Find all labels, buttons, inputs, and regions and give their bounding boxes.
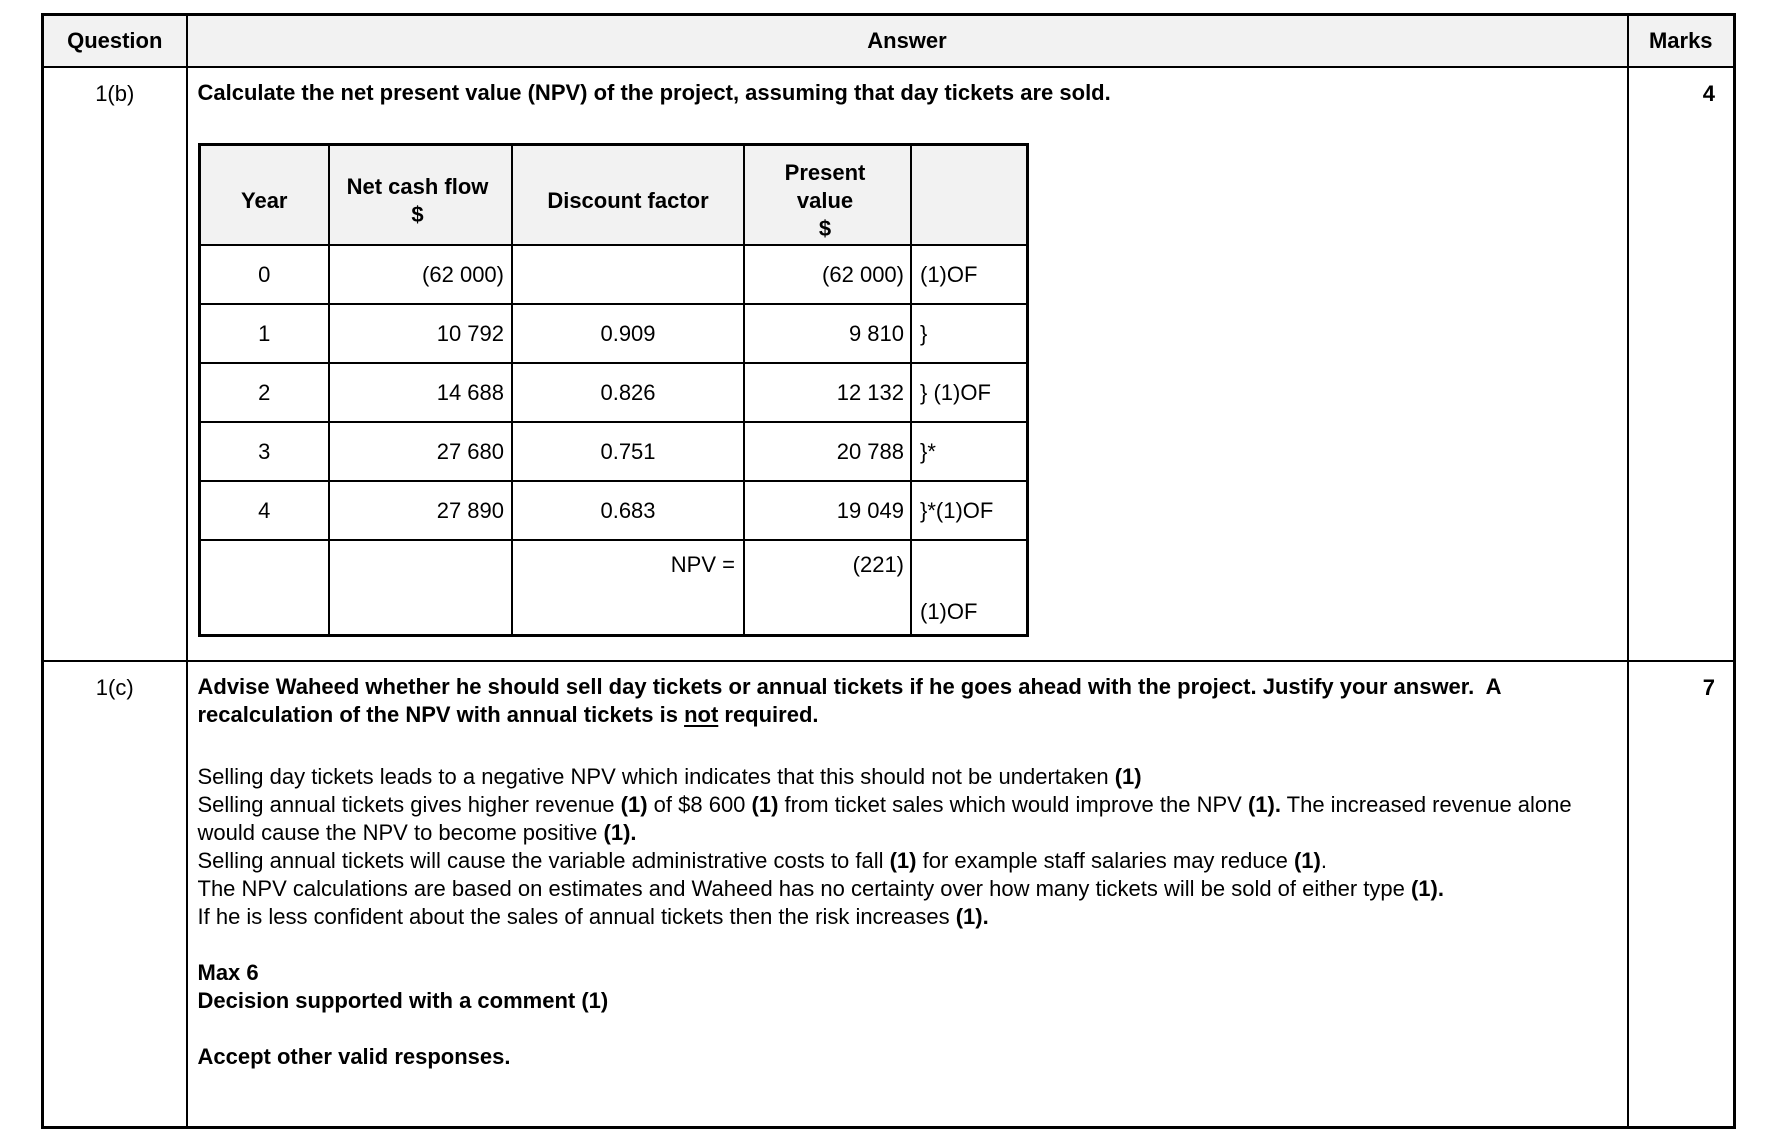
- npv-cell: }*(1)OF: [911, 481, 1027, 540]
- npv-header-discount-factor: Discount factor: [512, 145, 744, 246]
- npv-cell: 1: [199, 304, 329, 363]
- npv-cell: 0.751: [512, 422, 744, 481]
- max-marks-note: Max 6: [197, 960, 259, 985]
- npv-cell: [512, 245, 744, 304]
- npv-cell: 27 680: [329, 422, 512, 481]
- npv-cell: (62 000): [329, 245, 512, 304]
- npv-cell: [329, 540, 512, 636]
- question-prompt-1b: Calculate the net present value (NPV) of the project, assuming that day tickets are sold.: [197, 80, 1111, 105]
- npv-cell: 0: [199, 245, 329, 304]
- answer-cell-1c: [187, 661, 1628, 1127]
- npv-cell: (221): [744, 540, 911, 636]
- npv-data-row: [199, 422, 1027, 481]
- npv-cell: 9 810: [744, 304, 911, 363]
- question-row-1b: [43, 67, 1735, 661]
- header-marks: Marks: [1628, 15, 1735, 68]
- npv-cell: (1)OF: [911, 540, 1027, 636]
- accept-note: Accept other valid responses.: [197, 1044, 511, 1069]
- npv-header-marks-annotation: [911, 145, 1027, 246]
- mark-point-5: If he is less confident about the sales of annual tickets then the risk increases (1).: [197, 904, 989, 929]
- npv-cell: (62 000): [744, 245, 911, 304]
- mark-scheme-table: [41, 13, 1736, 1129]
- blank-line: [198, 931, 1615, 959]
- mark-point-4: The NPV calculations are based on estimates and Waheed has no certainty over how many tickets will be sold of either type (1).: [197, 876, 1444, 901]
- npv-cell: } (1)OF: [911, 363, 1027, 422]
- npv-cell: 3: [199, 422, 329, 481]
- npv-cell: NPV =: [512, 540, 744, 636]
- mark-point-2: Selling annual tickets gives higher revenue (1) of $8 600 (1) from ticket sales which would improve the NPV (1). The increased revenue alone would cause the NPV to become positive (1).: [197, 792, 1572, 845]
- blank-line: [198, 1015, 1615, 1043]
- npv-header-net-cash-flow: Net cash flow $: [329, 145, 512, 246]
- answer-cell-1b: [187, 67, 1628, 661]
- npv-cell: }*: [911, 422, 1027, 481]
- npv-cell: 27 890: [329, 481, 512, 540]
- npv-cell: 0.909: [512, 304, 744, 363]
- npv-cell: [199, 540, 329, 636]
- mark-point-1: Selling day tickets leads to a negative NPV which indicates that this should not be undertaken (1): [197, 764, 1142, 789]
- marks-value-1c: 7: [1628, 661, 1735, 1127]
- npv-cell: 4: [199, 481, 329, 540]
- npv-header-year: Year: [199, 145, 329, 246]
- npv-cell: 10 792: [329, 304, 512, 363]
- mark-point-3: Selling annual tickets will cause the variable administrative costs to fall (1) for example staff salaries may reduce (1).: [197, 848, 1327, 873]
- npv-cell: 20 788: [744, 422, 911, 481]
- question-number-1c: 1(c): [43, 661, 187, 1127]
- npv-header-row: [199, 145, 1027, 246]
- npv-cell: 14 688: [329, 363, 512, 422]
- npv-table-body: [199, 245, 1027, 636]
- npv-total-row: [199, 540, 1027, 636]
- mark-scheme-page: [41, 13, 1736, 1129]
- npv-data-row: [199, 363, 1027, 422]
- header-question: Question: [43, 15, 187, 68]
- question-number-1b: 1(b): [43, 67, 187, 661]
- npv-data-row: [199, 245, 1027, 304]
- npv-cell: (1)OF: [911, 245, 1027, 304]
- question-prompt-1c: Advise Waheed whether he should sell day tickets or annual tickets if he goes ahead with the project. Justify your answer. A recalculation of the NPV with annual tickets is not required.: [197, 674, 1501, 727]
- npv-cell: 0.826: [512, 363, 744, 422]
- npv-cell: 2: [199, 363, 329, 422]
- answer-body: [198, 763, 1615, 1071]
- decision-note: Decision supported with a comment (1): [197, 988, 609, 1013]
- npv-data-row: [199, 304, 1027, 363]
- npv-table: [198, 143, 1029, 637]
- npv-data-row: [199, 481, 1027, 540]
- question-row-1c: [43, 661, 1735, 1127]
- npv-cell: 19 049: [744, 481, 911, 540]
- npv-cell: 12 132: [744, 363, 911, 422]
- marks-value-1b: 4: [1628, 67, 1735, 661]
- npv-cell: }: [911, 304, 1027, 363]
- header-answer: Answer: [187, 15, 1628, 68]
- header-row: [43, 15, 1735, 68]
- npv-header-present-value: Present value $: [744, 145, 911, 246]
- npv-cell: 0.683: [512, 481, 744, 540]
